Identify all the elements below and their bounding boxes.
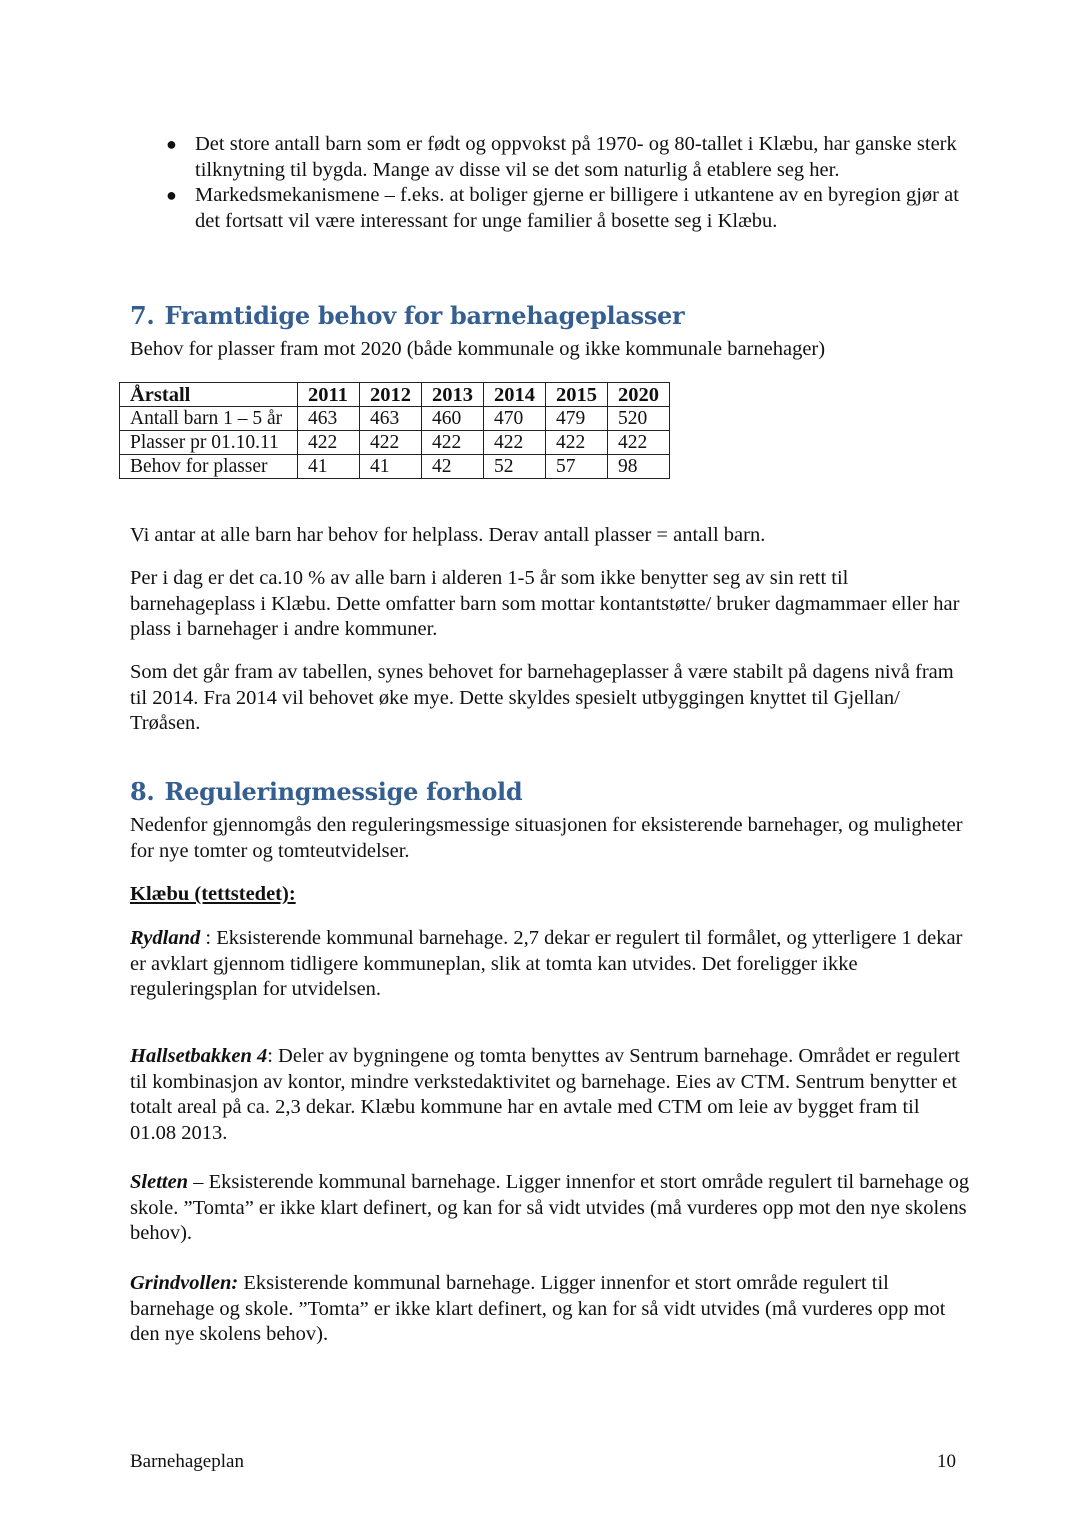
entry-rydland	[130, 926, 970, 1003]
bullet-item	[130, 183, 970, 234]
paragraph: Vi antar at alle barn har behov for helplass. Derav antall plasser = antall barn.	[130, 524, 766, 546]
table-cell: 463	[298, 407, 360, 431]
bullet-icon: ●	[166, 185, 177, 205]
table-header-cell: 2020	[608, 383, 670, 407]
table-header-cell: 2013	[422, 383, 484, 407]
table-cell: 422	[546, 431, 608, 455]
table-cell: 422	[422, 431, 484, 455]
table-cell: 422	[608, 431, 670, 455]
section-8-intro: Nedenfor gjennomgås den reguleringsmessige situasjonen for eksisterende barnehager, og muligheter for nye tomter og tomteutvidelser.	[130, 814, 963, 862]
bullet-item	[130, 132, 970, 183]
table-cell: 98	[608, 455, 670, 479]
entry-grindvollen	[130, 1271, 970, 1348]
entry-lead: Sletten	[130, 1171, 189, 1193]
table-cell: 422	[360, 431, 422, 455]
table-cell: 460	[422, 407, 484, 431]
section-7-heading	[130, 303, 684, 329]
table-header-cell: 2012	[360, 383, 422, 407]
table-header-row	[120, 383, 670, 407]
footer-title: Barnehageplan	[130, 1451, 244, 1472]
bullet-text: Markedsmekanismene – f.eks. at boliger gjerne er billigere i utkantene av en byregion gjør at det fortsatt vil være interessant for unge familier å bosette seg i Klæbu.	[195, 184, 959, 232]
table-cell: 479	[546, 407, 608, 431]
entry-lead: Hallsetbakken 4	[130, 1045, 268, 1067]
table-cell: 470	[484, 407, 546, 431]
entry-lead: Grindvollen:	[130, 1272, 239, 1294]
table-header-cell: 2014	[484, 383, 546, 407]
section-7-number: 7.	[130, 301, 155, 330]
page-number: 10	[937, 1451, 956, 1472]
table-cell: 42	[422, 455, 484, 479]
table-cell: 41	[298, 455, 360, 479]
paragraph: Per i dag er det ca.10 % av alle barn i alderen 1-5 år som ikke benytter seg av sin rett til barnehageplass i Klæbu. Dette omfatter barn som mottar kontantstøtte/ bruker dagmammaer eller har plass i barnehager i andre kommuner.	[130, 567, 960, 640]
table-cell: 422	[484, 431, 546, 455]
entry-text: : Eksisterende kommunal barnehage. 2,7 dekar er regulert til formålet, og ytterligere 1 dekar er avklart gjennom tidligere kommuneplan, slik at tomta kan utvides. Det foreligger ikke reguleringsplan for utvidelsen.	[130, 927, 963, 1000]
section-8-number: 8.	[130, 777, 155, 806]
entry-lead: Rydland	[130, 927, 201, 949]
table-cell: 41	[360, 455, 422, 479]
section-7-intro: Behov for plasser fram mot 2020 (både kommunale og ikke kommunale barnehager)	[130, 338, 826, 360]
table-header-cell: Årstall	[120, 383, 298, 407]
paragraph: Som det går fram av tabellen, synes behovet for barnehageplasser å være stabilt på dagens nivå fram til 2014. Fra 2014 vil behovet øke mye. Dette skyldes spesielt utbyggingen knyttet til Gjellan/ Trøåsen.	[130, 661, 954, 734]
entry-text: Eksisterende kommunal barnehage. Ligger innenfor et stort område regulert til barnehage og skole. ”Tomta” er ikke klart definert, og kan for så vidt utvides (må vurderes opp mot den nye skolens behov).	[130, 1272, 946, 1345]
table-header-cell: 2015	[546, 383, 608, 407]
places-table	[119, 382, 670, 479]
table-cell: 422	[298, 431, 360, 455]
section-8-heading	[130, 779, 522, 805]
table-cell: 463	[360, 407, 422, 431]
table-cell: 520	[608, 407, 670, 431]
entry-text: : Deler av bygningene og tomta benyttes av Sentrum barnehage. Området er regulert til kombinasjon av kontor, mindre verkstedaktivitet og barnehage. Eies av CTM. Sentrum benytter et totalt areal på ca. 2,3 dekar. Klæbu kommune har en avtale med CTM om leie av bygget fram til 01.08 2013.	[130, 1045, 961, 1144]
bullet-text: Det store antall barn som er født og oppvokst på 1970- og 80-tallet i Klæbu, har ganske sterk tilknytning til bygda. Mange av disse vil se det som naturlig å etablere seg her.	[195, 133, 957, 181]
table-cell: 52	[484, 455, 546, 479]
entry-text: – Eksisterende kommunal barnehage. Ligger innenfor et stort område regulert til barnehage og skole. ”Tomta” er ikke klart definert, og kan for så vidt utvides (må vurderes opp mot den nye skolens behov).	[130, 1171, 970, 1244]
table-row	[120, 407, 670, 431]
table-header-cell: 2011	[298, 383, 360, 407]
table-row	[120, 455, 670, 479]
section-8-title: Reguleringmessige forhold	[164, 777, 523, 806]
table-cell: 57	[546, 455, 608, 479]
entry-sletten	[130, 1170, 970, 1247]
table-cell: Behov for plasser	[120, 455, 298, 479]
table-cell: Plasser pr 01.10.11	[120, 431, 298, 455]
bullet-list	[130, 132, 970, 234]
subheading-klaebu: Klæbu (tettstedet):	[130, 883, 296, 905]
bullet-icon: ●	[166, 134, 177, 154]
section-7-title: Framtidige behov for barnehageplasser	[164, 301, 685, 330]
table-cell: Antall barn 1 – 5 år	[120, 407, 298, 431]
entry-hallsetbakken	[130, 1044, 970, 1146]
table-row	[120, 431, 670, 455]
